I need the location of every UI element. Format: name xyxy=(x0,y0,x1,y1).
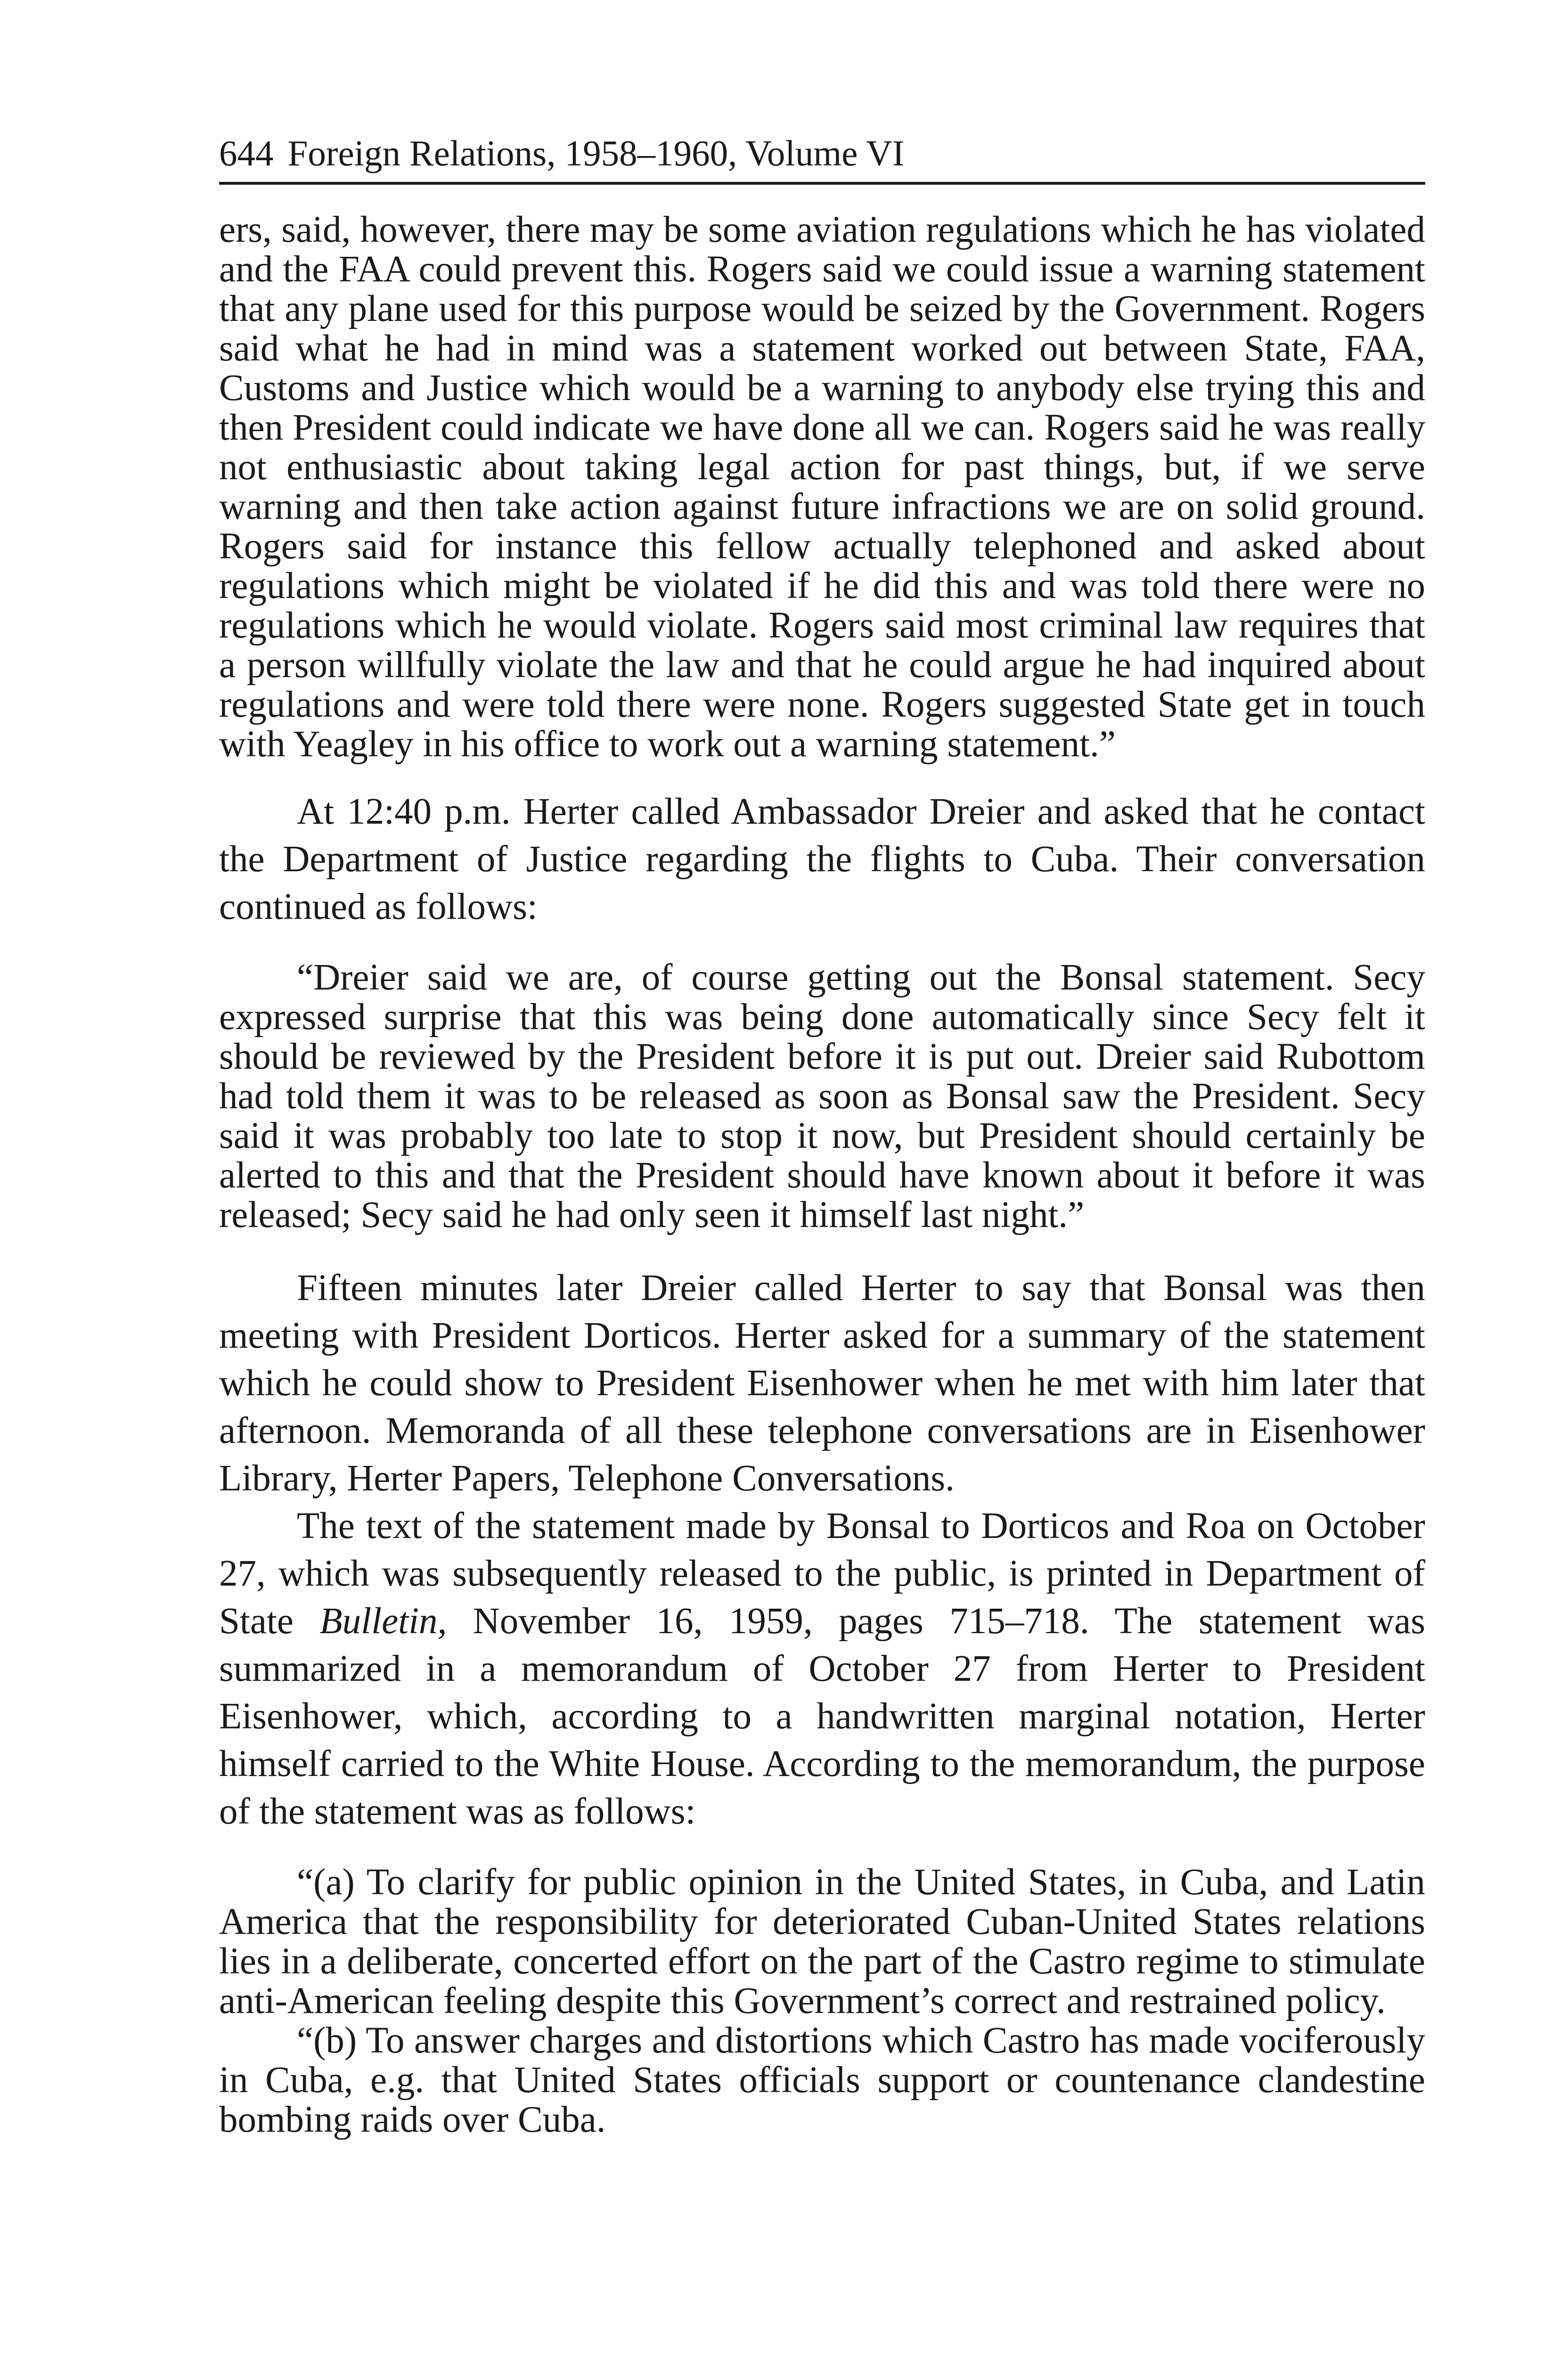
narrative-paragraph-dreier-call: At 12:40 p.m. Herter called Ambassador Dreier and asked that he contact the Department of Justice regarding the flights to Cuba. Their conversation continued as follows: xyxy=(219,791,1425,927)
purpose-item-b: “(b) To answer charges and distortions which Castro has made vociferously in Cuba, e.g. that United States officials support or countenance clandestine bombing raids over Cuba. xyxy=(219,2020,1425,2140)
document-page xyxy=(219,127,1425,2140)
page-number: 644 xyxy=(219,133,274,173)
statement-text-after: November 16, 1959, pages 715–718. The statement was summarized in a memorandum of October 27 from Herter to President Eisenhower, which, according to a handwritten marginal notation, Herter himself carried to the White House. According to the memorandum, the purpose of the statement was as follows: xyxy=(219,1601,1425,1832)
narrative-paragraph-fifteen-minutes: Fifteen minutes later Dreier called Herter to say that Bonsal was then meeting with President Dorticos. Herter asked for a summary of the statement which he could show to President Eisenhower when he met with him later that afternoon. Memoranda of all these telephone conversations are in Eisenhower Library, Herter Papers, Telephone Conversations. xyxy=(219,1268,1425,1499)
purpose-item-a: “(a) To clarify for public opinion in the United States, in Cuba, and Latin America that the responsibility for deteriorated Cuban-United States relations lies in a deliberate, concerted effort on the part of the Castro regime to stimulate anti-American feeling despite this Government’s correct and restrained policy. xyxy=(219,1862,1425,2021)
narrative-paragraph-bonsal-statement xyxy=(219,1502,1425,1835)
quoted-telephone-memo-dreier: “Dreier said we are, of course getting out the Bonsal statement. Secy expressed surprise that this was being done automatically since Secy felt it should be reviewed by the President before it is put out. Dreier said Rubottom had told them it was to be released as soon as Bonsal saw the President. Secy said it was probably too late to stop it now, but President should certainly be alerted to this and that the President should have known about it before it was released; Secy said he had only seen it himself last night.” xyxy=(219,957,1425,1235)
statement-text-before: The text of the statement made by Bonsal to Dorticos and Roa on October 27, which was subsequently released to the public, is printed in Department of State xyxy=(219,1505,1425,1642)
volume-title: Foreign Relations, 1958–1960, Volume VI xyxy=(287,133,905,173)
running-head xyxy=(219,127,1425,185)
bulletin-title: Bulletin, xyxy=(319,1601,447,1642)
quoted-telephone-memo-rogers: ers, said, however, there may be some aviation regulations which he has violated and the FAA could prevent this. Rogers said we could issue a warning statement that any plane used for this purpose would be seized by the Government. Rogers said what he had in mind was a statement worked out between State, FAA, Customs and Justice which would be a warning to anybody else trying this and then President could indicate we have done all we can. Rogers said he was really not enthusiastic about taking legal action for past things, but, if we serve warning and then take action against future infractions we are on solid ground. Rogers said for instance this fellow actually telephoned and asked about regulations which might be violated if he did this and was told there were no regulations which he would violate. Rogers said most criminal law requires that a person willfully violate the law and that he could argue he had inquired about regulations and were told there were none. Rogers suggested State get in touch with Yeagley in his office to work out a warning statement.” xyxy=(219,209,1425,765)
